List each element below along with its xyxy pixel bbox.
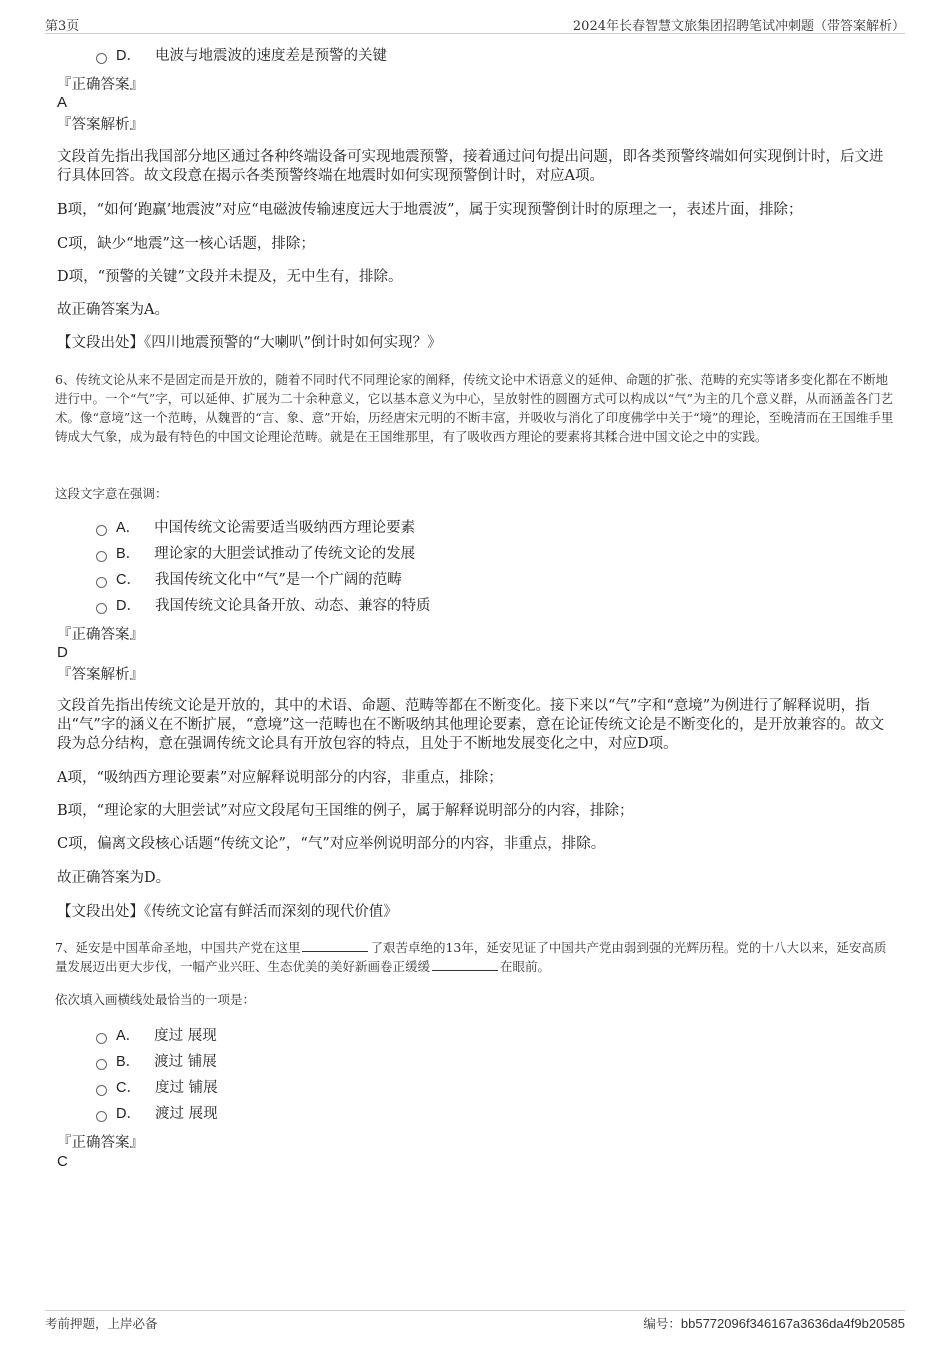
q6-stem: 6、传统文论从来不是固定而是开放的，随着不同时代不同理论家的阐释，传统文论中术语意义的延伸、命题的扩张、范畴的充实等诸多变化都在不断地进行中。一个“气”字，可以延伸、扩展为二十余种意义，它以基本意义为中心，呈放射性的圆圈方式可以构成以“气”为主的几个意义群，从而涵盖各门艺术。像“意境”这一个范畴，从魏晋的“言、象、意”开始，历经唐宋元明的不断丰富，并吸收与消化了印度佛学中关于“境”的理论，至晚清而在王国维手里铸成大气象，成为最有特色的中国文论理论范畴。就是在王国维那里，有了吸收西方理论的要素将其糅合进中国文论之中的实践。 [55,372,894,444]
q7-option-c[interactable]: C． 度过 铺展 [96,1078,218,1098]
q6-source: 【文段出处】《传统文论富有鲜活而深刻的现代价值》 [57,904,398,920]
q6-analysis-5: 故正确答案为D。 [57,870,171,886]
document-code: 编号：bb5772096f346167a3636da4f9b20585 [643,1316,905,1331]
q7-stem: 7、延安是中国革命圣地，中国共产党在这里 了艰苦卓绝的13年，延安见证了中国共产党由弱到强的光辉历程。党的十八大以来，延安高质量发展迈出更大步伐，一幅产业兴旺、生态优美的美好新画卷正缓缓 在眼前。 [55,940,887,974]
page-number: 第3页 [45,19,80,34]
q5-analysis-4: D项，“预警的关键”文段并未提及，无中生有，排除。 [57,269,403,285]
radio-icon[interactable] [96,1033,107,1044]
radio-icon[interactable] [96,1111,107,1122]
q5-analysis-label: 『答案解析』 [57,117,144,133]
q6-analysis-label: 『答案解析』 [57,667,144,683]
q6-option-c[interactable]: C． 我国传统文化中“气”是一个广阔的范畴 [96,570,402,590]
radio-icon[interactable] [96,525,107,536]
q7-answer-label: 『正确答案』 [57,1135,144,1151]
radio-icon[interactable] [96,603,107,614]
page-footer [45,1310,905,1331]
radio-icon[interactable] [96,551,107,562]
q5-answer-label: 『正确答案』 [57,77,144,93]
q7-option-d[interactable]: D． 渡过 展现 [96,1104,218,1124]
document-title: 2024年长春智慧文旅集团招聘笔试冲刺题（带答案解析） [572,19,905,34]
q5-option-d[interactable]: D． 电波与地震波的速度差是预警的关键 [96,46,387,66]
page-header [45,15,905,34]
q7-option-b[interactable]: B． 渡过 铺展 [96,1052,217,1072]
radio-icon[interactable] [96,577,107,588]
q6-option-a[interactable]: A． 中国传统文论需要适当吸纳西方理论要素 [96,518,415,538]
q5-analysis-2: B项，“如何‘跑赢’地震波”对应“电磁波传输速度远大于地震波”，属于实现预警倒计时的原理之一，表述片面，排除； [57,202,803,218]
q6-analysis-1: 文段首先指出传统文论是开放的，其中的术语、命题、范畴等都在不断变化。接下来以“气”字和“意境”为例进行了解释说明，指出“气”字的涵义在不断扩展，“意境”这一范畴也在不断吸纳其他理论要素，意在论证传统文论是不断变化的，是开放兼容的。故文段为总分结构，意在强调传统文论具有开放包容的特点，且处于不断地发展变化之中，对应D项。 [57,698,885,752]
q6-prompt: 这段文字意在强调： [55,486,168,501]
q6-answer-label: 『正确答案』 [57,627,144,643]
q5-analysis-5: 故正确答案为A。 [57,302,169,318]
q6-option-b[interactable]: B． 理论家的大胆尝试推动了传统文论的发展 [96,544,415,564]
q7-prompt: 依次填入画横线处最恰当的一项是： [55,992,256,1007]
q7-answer: C [57,1153,68,1170]
q5-source: 【文段出处】《四川地震预警的“大喇叭”倒计时如何实现？》 [57,335,442,351]
fill-blank-1[interactable] [302,938,368,952]
radio-icon[interactable] [96,1059,107,1070]
radio-icon[interactable] [96,53,107,64]
q6-analysis-2: A项，“吸纳西方理论要素”对应解释说明部分的内容，非重点，排除； [57,770,503,786]
footer-slogan: 考前押题，上岸必备 [45,1316,158,1331]
q5-answer: A [57,94,68,111]
q5-analysis-1: 文段首先指出我国部分地区通过各种终端设备可实现地震预警，接着通过问句提出问题，即各类预警终端如何实现倒计时，后文进行具体回答。故文段意在揭示各类预警终端在地震时如何实现预警倒计时，对应A项。 [57,149,884,184]
fill-blank-2[interactable] [432,957,498,971]
radio-icon[interactable] [96,1085,107,1096]
q6-analysis-3: B项，“理论家的大胆尝试”对应文段尾句王国维的例子，属于解释说明部分的内容，排除； [57,803,634,819]
q5-analysis-3: C项，缺少“地震”这一核心话题，排除； [57,236,315,252]
q6-answer: D [57,644,68,661]
q6-analysis-4: C项，偏离文段核心话题“传统文论”，“气”对应举例说明部分的内容，非重点，排除。 [57,836,606,852]
q6-option-d[interactable]: D． 我国传统文论具备开放、动态、兼容的特质 [96,596,430,616]
q7-option-a[interactable]: A． 度过 展现 [96,1026,217,1046]
